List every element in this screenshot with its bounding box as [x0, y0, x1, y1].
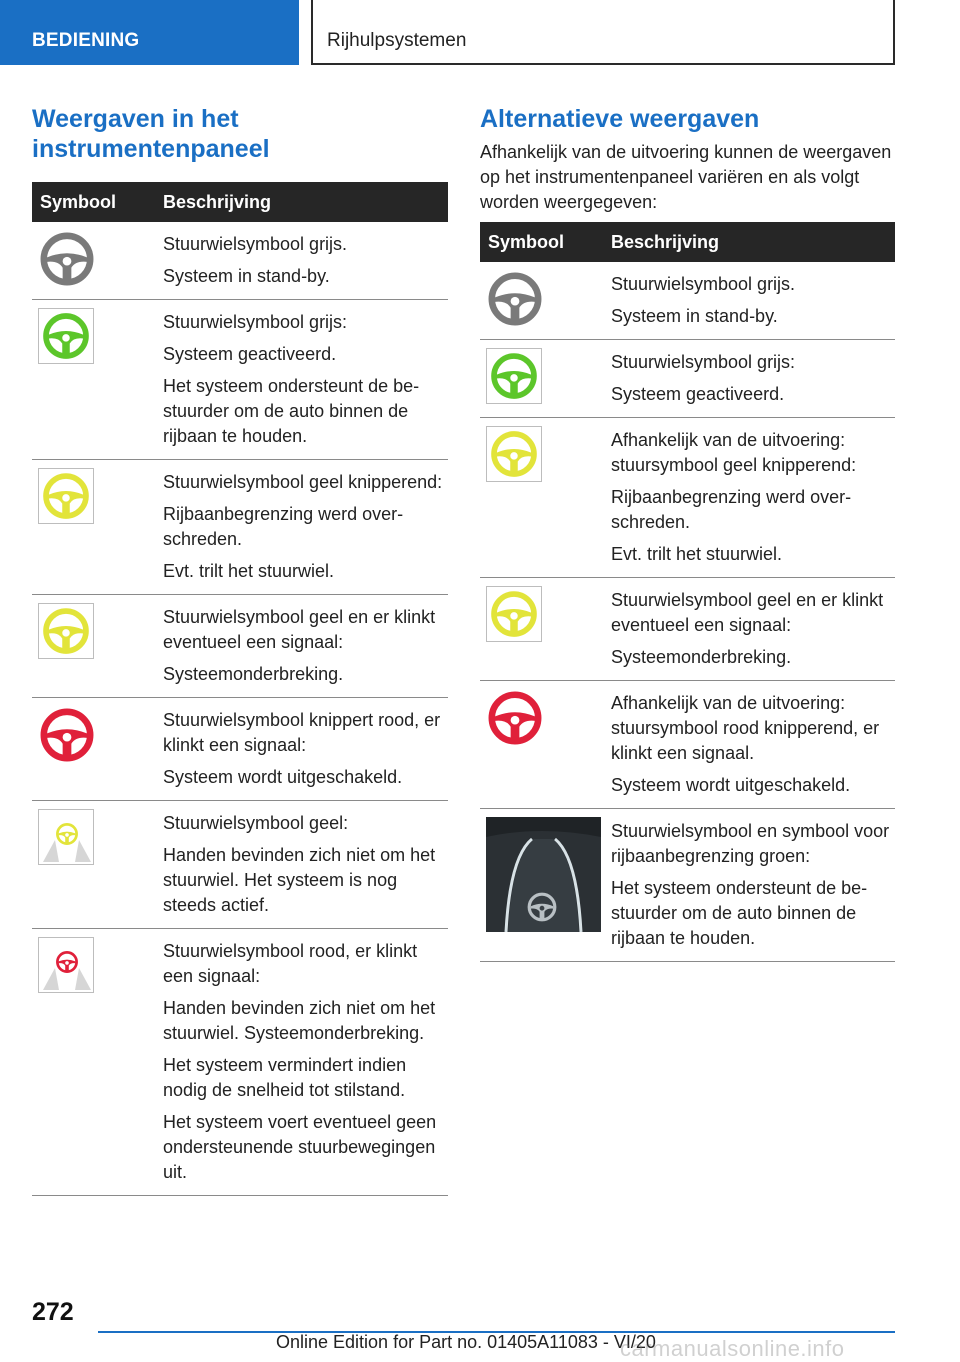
description-line: Evt. trilt het stuurwiel. — [163, 561, 335, 581]
table-row — [480, 809, 895, 962]
description-line: Stuurwielsymbool geel en er klinkt eventueel een signaal: — [611, 590, 884, 635]
description-line: Het systeem ondersteunt de bestuurder om de auto binnen de rijbaan te houden. — [611, 878, 868, 948]
steering-wheel-yellow-icon — [38, 468, 94, 524]
description-cell — [163, 801, 448, 928]
description-line: Systeem in stand-by. — [611, 306, 778, 326]
description-cell — [611, 809, 895, 961]
symbol-cell — [38, 603, 94, 659]
hands-off-wheel-yellow-icon — [38, 809, 94, 865]
symbol-cell — [38, 468, 94, 524]
description-line: Systeem geactiveerd. — [611, 384, 785, 404]
table-row — [480, 681, 895, 809]
left-section-title: Weergaven in het instrumentenpaneel — [32, 105, 270, 163]
description-line: Afhankelijk van de uitvoering: stuursymbool geel knipperend: — [611, 430, 857, 475]
description-line: Systeemonderbreking. — [611, 647, 792, 667]
description-cell — [163, 222, 448, 299]
page-number: 272 — [32, 1298, 74, 1326]
watermark: carmanualsonline.info — [620, 1336, 845, 1361]
symbol-cell — [38, 809, 94, 865]
table-row — [32, 222, 448, 300]
section-label: BEDIENING — [32, 30, 140, 51]
table-row — [480, 262, 895, 340]
symbol-cell — [486, 270, 544, 333]
steering-wheel-gray-icon — [486, 315, 544, 332]
edition-text: Online Edition for Part no. 01405A11083 - VI/20 — [276, 1332, 656, 1352]
description-cell — [611, 681, 895, 808]
description-line: Stuurwielsymbool geel: — [163, 813, 349, 833]
symbol-cell — [38, 230, 96, 293]
column-header-symbol: Symbool — [40, 192, 117, 212]
symbol-cell — [486, 426, 542, 482]
table-row — [32, 929, 448, 1196]
chapter-label: Rijhulpsystemen — [327, 30, 467, 51]
steering-wheel-gray-icon — [38, 275, 96, 292]
description-line: Stuurwielsymbool grijs. — [611, 274, 796, 294]
column-header-description: Beschrijving — [611, 232, 720, 252]
table-row — [480, 578, 895, 681]
description-cell — [611, 418, 895, 577]
description-line: Systeem geactiveerd. — [163, 344, 337, 364]
steering-wheel-red-icon — [38, 751, 96, 768]
description-cell — [611, 262, 895, 339]
steering-wheel-red-icon — [486, 734, 544, 751]
description-cell — [611, 340, 895, 417]
symbol-cell — [486, 348, 542, 404]
description-line: Stuurwielsymbool knippert rood, er klinkt een signaal: — [163, 710, 441, 755]
chapter-tab — [311, 0, 895, 65]
symbol-cell — [486, 586, 542, 642]
column-header-description: Beschrijving — [163, 192, 272, 212]
description-line: Handen bevinden zich niet om het stuurwiel. Het systeem is nog steeds actief. — [163, 845, 436, 915]
description-line: Stuurwielsymbool geel en er klinkt eventueel een signaal: — [163, 607, 436, 652]
description-cell — [163, 698, 448, 800]
steering-wheel-yellow-icon — [486, 426, 542, 482]
description-line: Het systeem ondersteunt de bestuurder om de auto binnen de rijbaan te houden. — [163, 376, 420, 446]
table-row — [32, 595, 448, 698]
description-line: Systeem in stand-by. — [163, 266, 330, 286]
table-header — [480, 222, 895, 262]
table-row — [480, 418, 895, 578]
description-line: Stuurwielsymbool grijs: — [163, 312, 348, 332]
left-symbol-table — [32, 182, 448, 1196]
description-line: Stuurwielsymbool rood, er klinkt een signaal: — [163, 941, 418, 986]
section-tab — [0, 0, 299, 65]
description-cell — [163, 595, 448, 697]
description-line: Systeem wordt uitgeschakeld. — [611, 775, 851, 795]
symbol-cell — [38, 308, 94, 364]
description-line: Het systeem vermindert indien nodig de snelheid tot stilstand. — [163, 1055, 407, 1100]
table-row — [32, 801, 448, 929]
description-line: Systeemonderbreking. — [163, 664, 344, 684]
description-cell — [163, 300, 448, 459]
steering-wheel-green-icon — [486, 348, 542, 404]
description-line: Stuurwielsymbool en symbool voor rijbaanbegrenzing groen: — [611, 821, 890, 866]
symbol-cell — [486, 689, 544, 752]
table-row — [32, 300, 448, 460]
description-line: Afhankelijk van de uitvoering: stuursymbool rood knipperend, er klinkt een signaal. — [611, 693, 880, 763]
symbol-cell — [486, 817, 601, 937]
description-cell — [611, 578, 895, 680]
table-row — [32, 698, 448, 801]
description-line: Rijbaanbegrenzing werd overschreden. — [163, 504, 404, 549]
symbol-cell — [38, 937, 94, 993]
description-line: Stuurwielsymbool grijs: — [611, 352, 796, 372]
description-cell — [163, 929, 448, 1195]
steering-wheel-green-icon — [38, 308, 94, 364]
description-line: Rijbaanbegrenzing werd overschreden. — [611, 487, 852, 532]
column-header-symbol: Symbool — [488, 232, 565, 252]
description-line: Stuurwielsymbool grijs. — [163, 234, 348, 254]
description-line: Het systeem voert eventueel geen ondersteunende stuurbewegingen uit. — [163, 1112, 437, 1182]
lane-display-icon — [486, 919, 601, 936]
description-line: Evt. trilt het stuurwiel. — [611, 544, 783, 564]
description-line: Stuurwielsymbool geel knipperend: — [163, 472, 443, 492]
description-line: Systeem wordt uitgeschakeld. — [163, 767, 403, 787]
right-symbol-table — [480, 222, 895, 962]
table-header — [32, 182, 448, 222]
hands-off-wheel-red-icon — [38, 937, 94, 993]
symbol-cell — [38, 706, 96, 769]
description-line: Handen bevinden zich niet om het stuurwiel. Systeemonderbreking. — [163, 998, 436, 1043]
steering-wheel-yellow-icon — [38, 603, 94, 659]
steering-wheel-yellow-icon — [486, 586, 542, 642]
description-cell — [163, 460, 448, 594]
right-intro-text: Afhankelijk van de uitvoering kunnen de weergaven op het instrumentenpaneel variëren en als volgt worden weergegeven: — [480, 142, 892, 212]
table-row — [32, 460, 448, 595]
table-row — [480, 340, 895, 418]
right-section-title: Alternatieve weergaven — [480, 105, 760, 133]
